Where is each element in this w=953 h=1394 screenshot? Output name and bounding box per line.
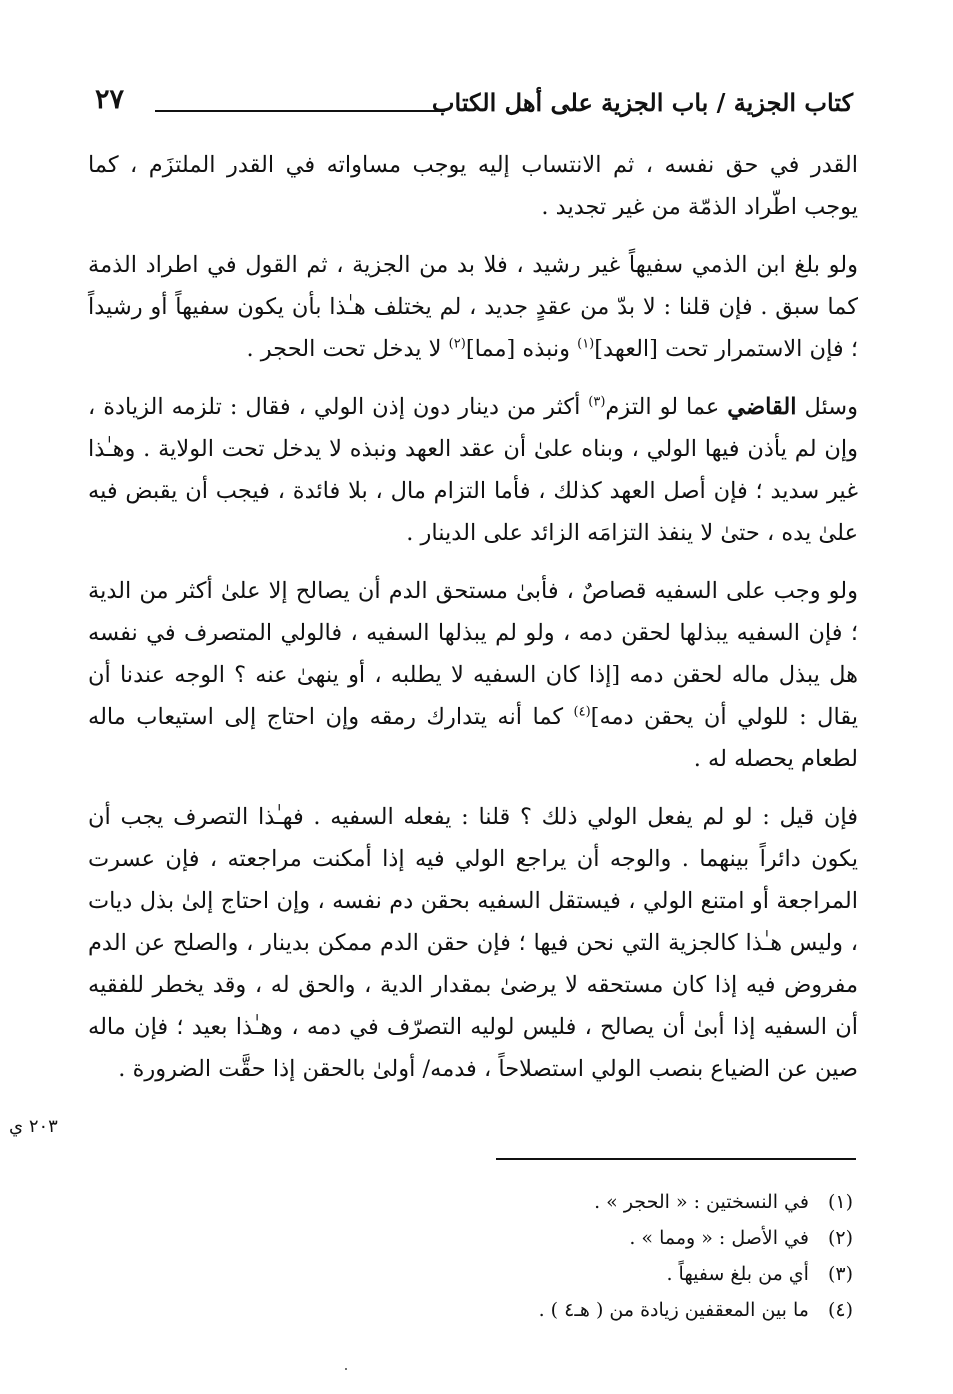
footnote-number: (٢) [827, 1227, 853, 1249]
paragraph-text: وسئل [796, 394, 859, 420]
footnote-ref-3: (٣) [588, 394, 606, 410]
footnote-number: (٤) [827, 1299, 853, 1321]
footnote-number: (١) [827, 1191, 853, 1213]
main-text [88, 144, 858, 1106]
paragraph-text: فإن قيل : لو لم يفعل الولي ذلك ؟ قلنا : يفعله السفيه . فهـٰذا التصرف يجب أن يكون دائراً بينهما . والوجه أن يراجع الولي فيه إذا أمكنت مراجعته ، فإن عسرت المراجعة أو امتنع الولي ، فيستقل السفيه بحقن دم نفسه ، وإن احتاج إلىٰ بذل ديات ، وليس هـٰذا كالجزية التي نحن فيها ؛ فإن حقن الدم ممكن بدينار ، والصلح عن الدم مفروض فيه إذا كان مستحقه لا يرضىٰ بمقدار الدية ، والحق له ، وقد يخطر للفقيه أن السفيه إذا أبىٰ أن يصالح ، فليس لوليه التصرّف في دمه ، وهـٰذا بعيد ؛ فإن ماله صين عن الضياع بنصب الولي استصلاحاً ، فدمه/ أولىٰ بالحقن إذا حقَّت الضرورة . [88, 804, 858, 1082]
footnote-3 [153, 1256, 853, 1292]
paragraph-2 [88, 244, 858, 370]
paragraph-text: ولو بلغ ابن الذمي سفيهاً غير رشيد ، فلا بد من الجزية ، ثم القول في اطراد الذمة كما سبق . فإن قلنا : لا بدّ من عقدٍ جديد ، لم يختلف هـٰذا بأن يكون سفيهاً أو رشيداً ؛ فإن الاستمرار تحت [العهد] [88, 252, 858, 362]
running-header [95, 84, 853, 128]
bold-name: القاضي [727, 394, 797, 420]
footnote-ref-4: (٤) [573, 704, 591, 720]
page-number: ٢٧ [95, 84, 125, 115]
footnote-ref-2: (٢) [448, 336, 466, 352]
footnote-text: أي من بلغ سفيهاً . [666, 1263, 809, 1285]
margin-folio-note: ٢٠٣ ي [9, 1116, 58, 1137]
footnote-text: ما بين المعقفين زيادة من ( هـ٤ ) . [538, 1299, 809, 1321]
paragraph-text: ونبذه [مما] [465, 336, 578, 362]
scan-speck [345, 1368, 347, 1370]
footnote-4 [153, 1292, 853, 1328]
paragraph-3 [88, 386, 858, 554]
header-rule [155, 110, 445, 112]
header-title: كتاب الجزية / باب الجزية على أهل الكتاب [431, 88, 853, 117]
paragraph-4 [88, 570, 858, 780]
footnote-rule [496, 1158, 856, 1160]
footnote-text: في الأصل : « ومما » . [629, 1227, 809, 1249]
footnote-1 [153, 1184, 853, 1220]
paragraph-text: أكثر من دينار دون إذن الولي ، فقال : تلزمه الزيادة ، وإن لم يأذن فيها الولي ، وبناه علىٰ أن عقد العهد ونبذه لا يدخل تحت الولاية . وهـٰذا غير سديد ؛ فإن أصل العهد كذلك ، فأما التزام مال ، بلا فائدة ، فيجب أن يقبض فيه علىٰ يده ، حتىٰ لا ينفذ التزامَه الزائد على الدينار . [88, 394, 858, 546]
footnote-ref-1: (١) [577, 336, 595, 352]
footnote-2 [153, 1220, 853, 1256]
paragraph-1 [88, 144, 858, 228]
paragraph-text: لا يدخل تحت الحجر . [246, 336, 449, 362]
footnote-text: في النسختين : « الحجر » . [594, 1191, 809, 1213]
paragraph-text: عما لو التزم [605, 394, 728, 420]
paragraph-text: ولو وجب على السفيه قصاصٌ ، فأبىٰ مستحق الدم أن يصالح إلا علىٰ أكثر من الدية ؛ فإن السفيه يبذلها لحقن دمه ، ولو لم يبذلها السفيه ، فالولي المتصرف في نفسه هل يبذل ماله لحقن دمه [إذا كان السفيه لا يطلبه ، أو ينهىٰ عنه ؟ الوجه عندنا أن يقال : للولي أن يحقن دمه] [88, 578, 858, 730]
footnote-number: (٣) [827, 1263, 853, 1285]
paragraph-text: كما أنه يتدارك رمقه وإن احتاج إلى استيعاب ماله لطعام يحصله له . [88, 704, 858, 772]
footnotes [153, 1184, 853, 1328]
paragraph-text: القدر في حق نفسه ، ثم الانتساب إليه يوجب مساواته في القدر الملتزَم ، كما يوجب اطّراد الذمّة من غير تجديد . [88, 152, 858, 220]
paragraph-5 [88, 796, 858, 1090]
